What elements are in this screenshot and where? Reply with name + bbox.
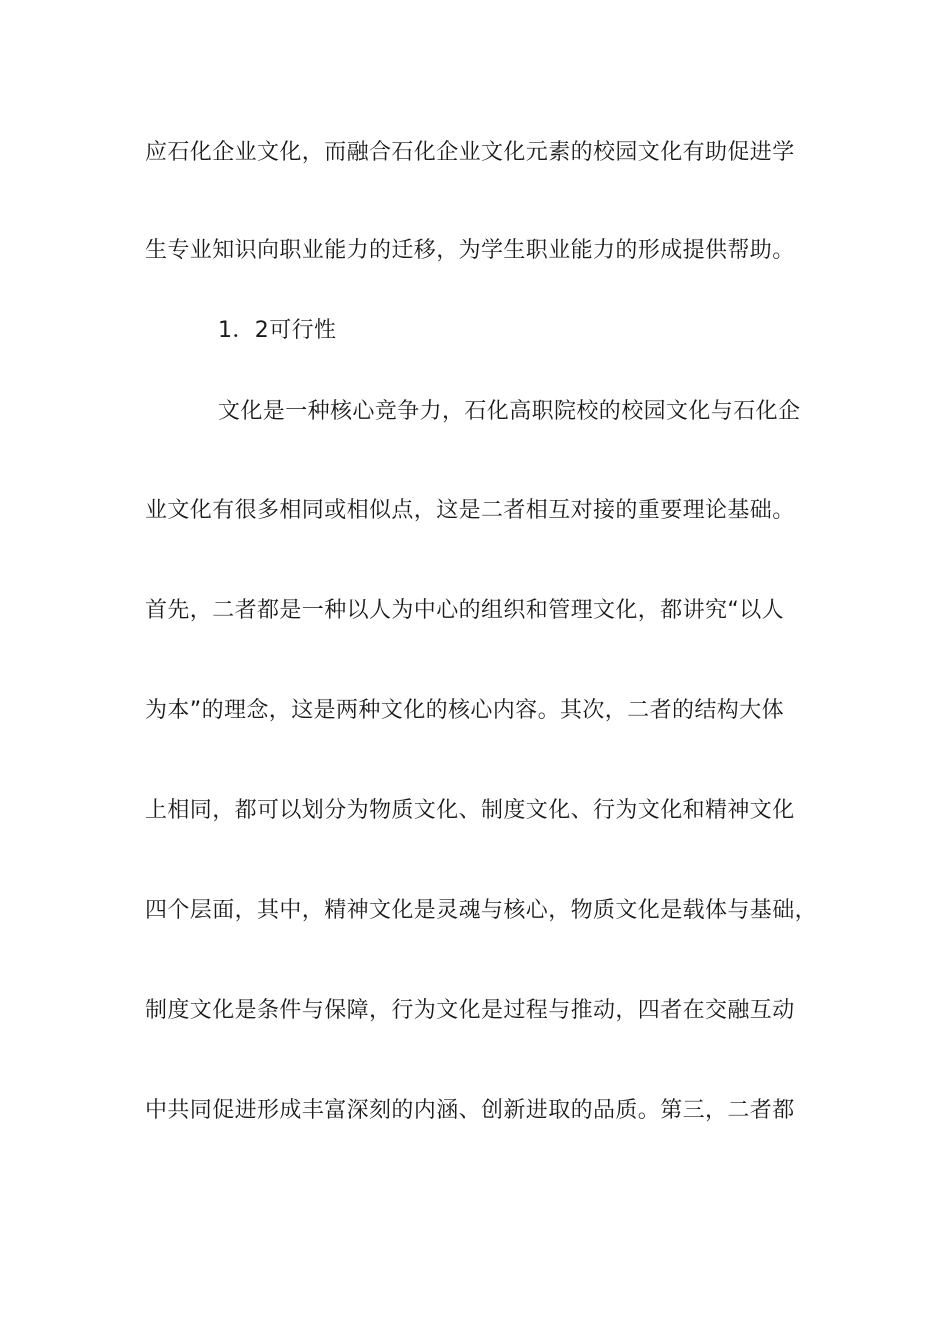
body-text-line: 为本”的理念，这是两种文化的核心内容。其次，二者的结构大体 [145,698,784,723]
body-text-line: 生专业知识向职业能力的迁移，为学生职业能力的形成提供帮助。 [145,238,795,263]
body-text-line: 上相同，都可以划分为物质文化、制度文化、行为文化和精神文化 [145,798,795,823]
section-heading: 1．2可行性 [218,318,337,343]
body-text-line: 四个层面，其中，精神文化是灵魂与核心，物质文化是载体与基础， [145,898,818,923]
body-text-line: 文化是一种核心竞争力，石化高职院校的校园文化与石化企 [218,399,801,424]
body-text-line: 中共同促进形成丰富深刻的内涵、创新进取的品质。第三，二者都 [145,1098,795,1123]
body-text-line: 首先，二者都是一种以人为中心的组织和管理文化，都讲究“以人 [145,598,784,623]
body-text-line: 制度文化是条件与保障，行为文化是过程与推动，四者在交融互动 [145,998,795,1023]
body-text-line: 业文化有很多相同或相似点，这是二者相互对接的重要理论基础。 [145,498,795,523]
body-text-line: 应石化企业文化，而融合石化企业文化元素的校园文化有助促进学 [145,140,795,165]
